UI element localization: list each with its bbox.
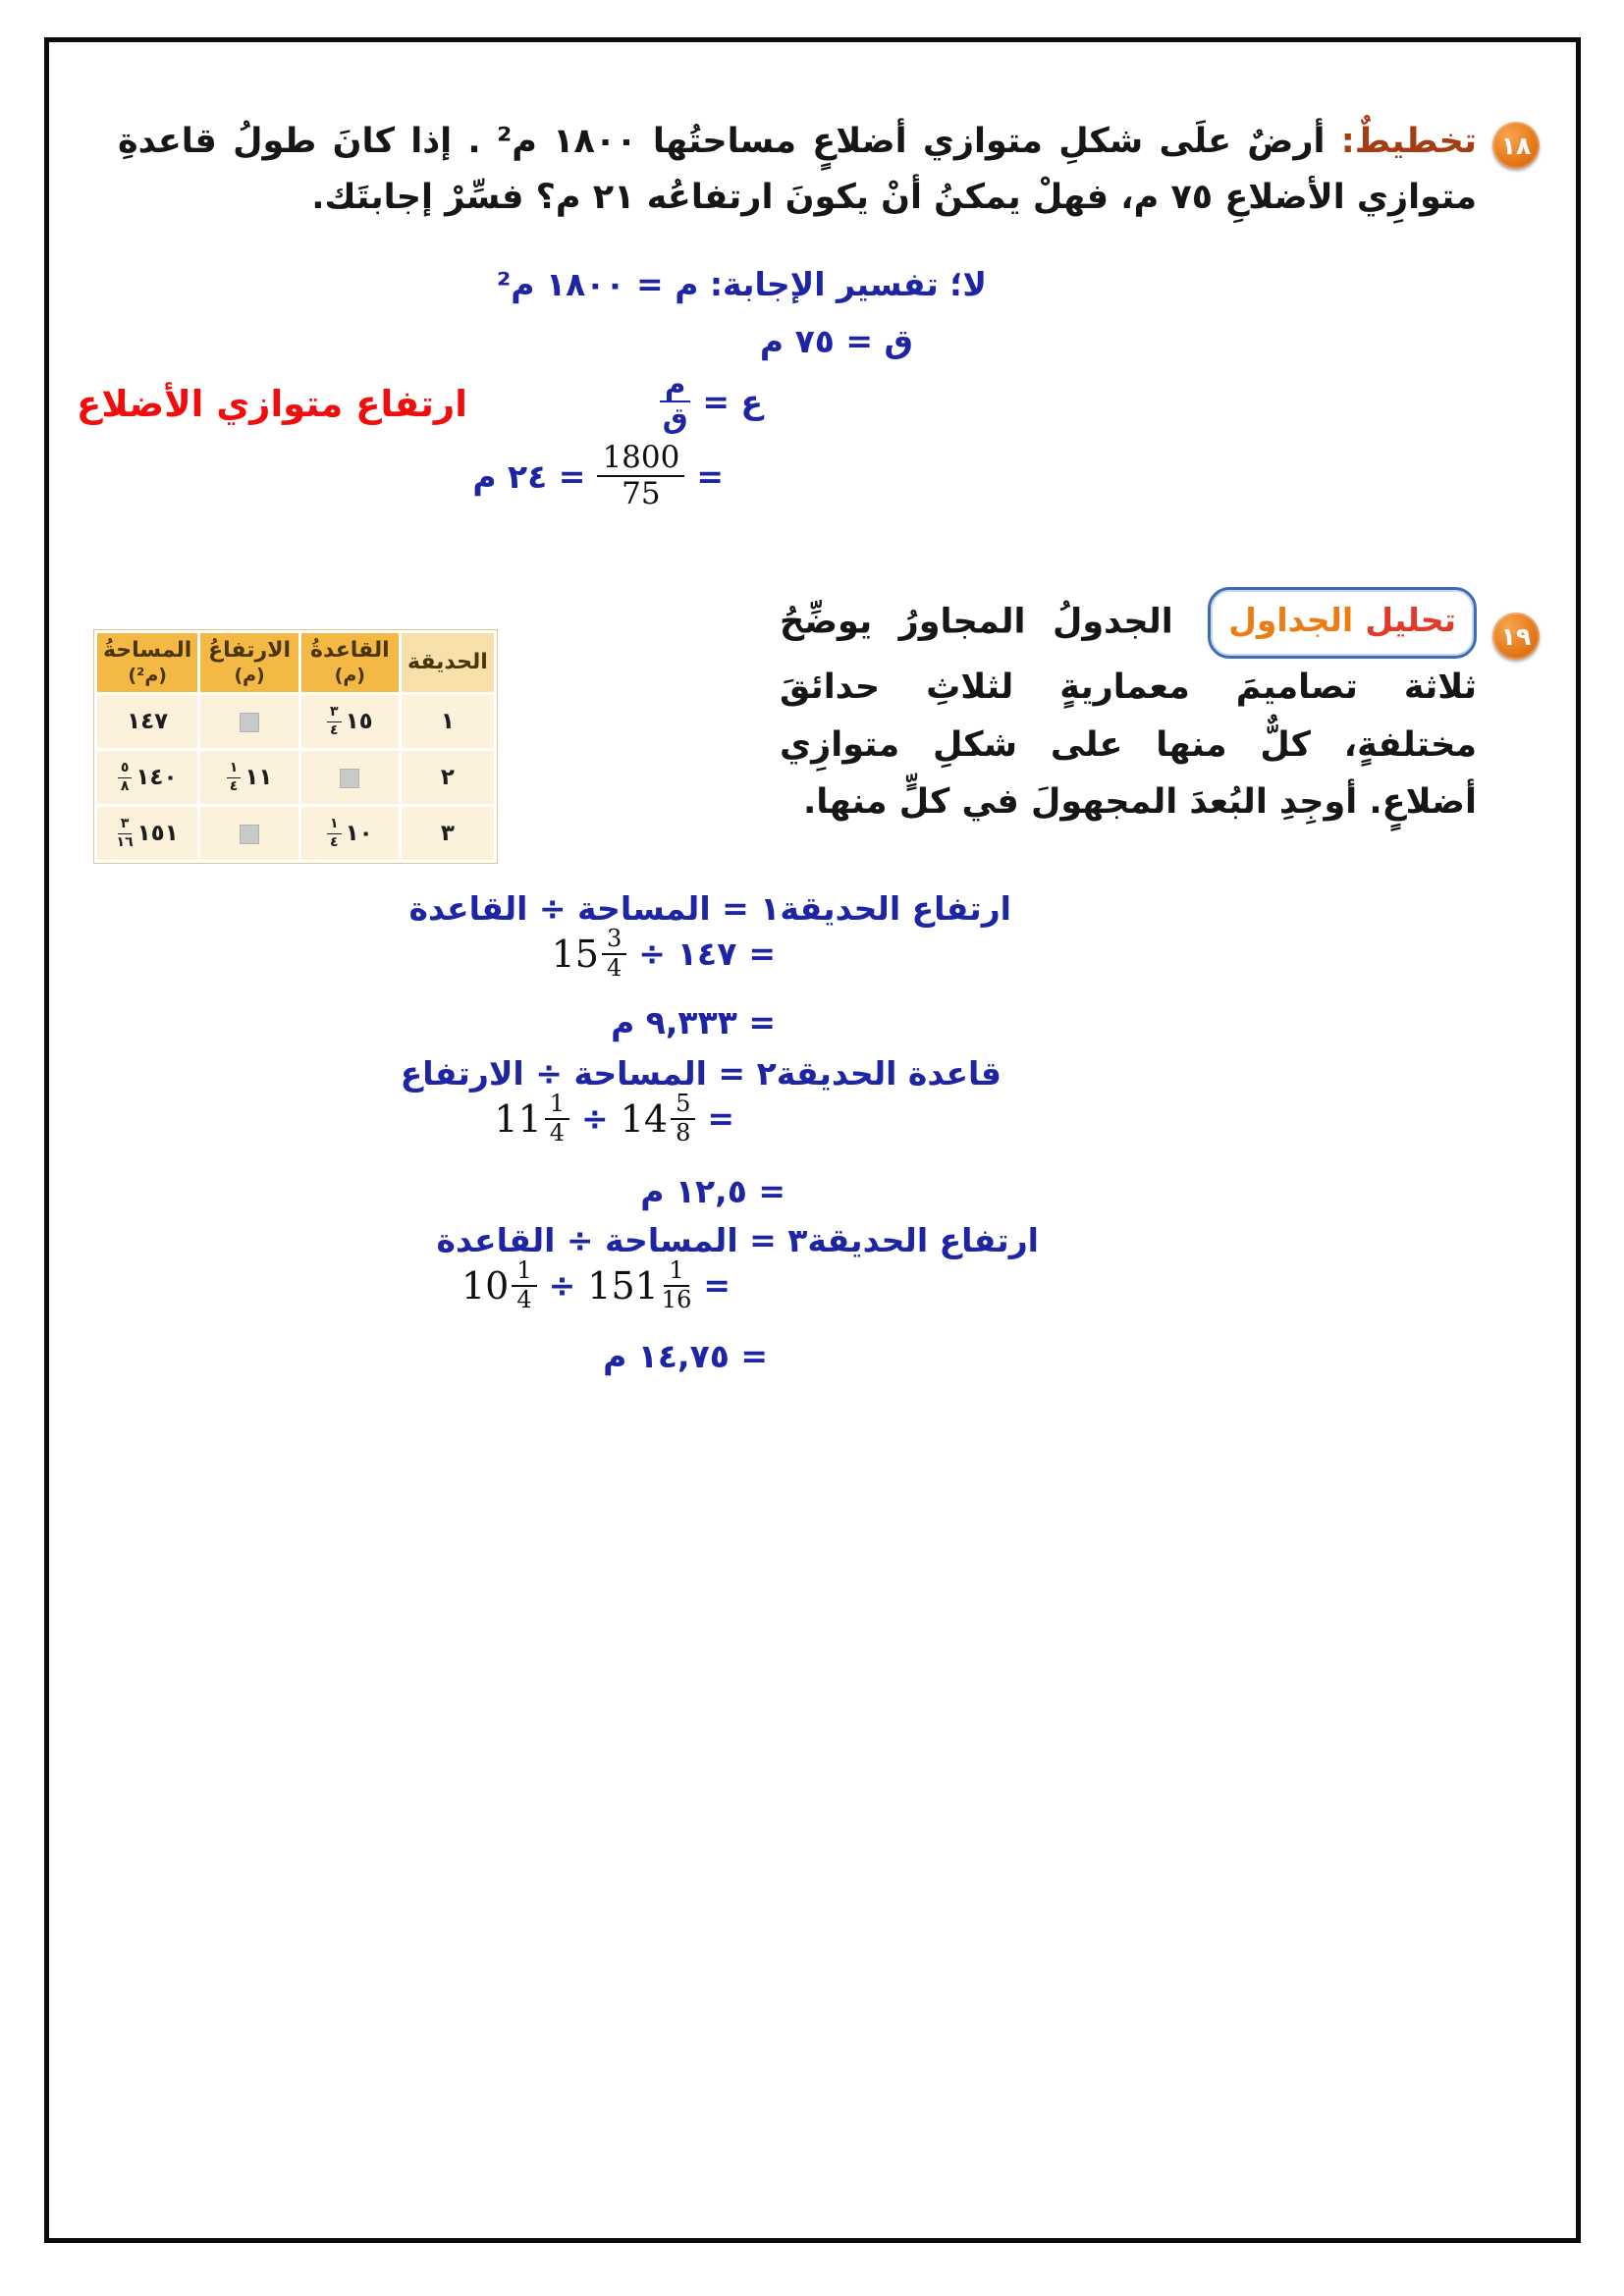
mixed-number xyxy=(118,761,178,793)
whole-number: ١٥١ xyxy=(136,821,179,846)
answer-18-calculation xyxy=(472,442,724,511)
answer-18-line-2: ق = ٧٥ م xyxy=(759,322,913,360)
operator: = xyxy=(707,1099,734,1139)
table-cell xyxy=(97,807,197,860)
answer-18-line-1: لا؛ تفسير الإجابة: م = ١٨٠٠ م² xyxy=(496,265,987,303)
problem-18 xyxy=(118,114,1540,225)
table-header-cell xyxy=(301,633,399,692)
whole-number: ١٥ xyxy=(345,709,373,734)
solution-3-label: ارتفاع الحديقة٣ = المساحة ÷ القاعدة xyxy=(436,1221,1039,1259)
mixed-number xyxy=(461,1258,537,1313)
table-row xyxy=(97,695,494,748)
equation-text: ع = xyxy=(702,382,763,421)
whole-number: ١٠ xyxy=(345,821,373,846)
unknown-value-box xyxy=(240,713,259,732)
solution-1-label: ارتفاع الحديقة١ = المساحة ÷ القاعدة xyxy=(408,889,1011,928)
whole-number: 11 xyxy=(494,1096,542,1141)
fraction: $\frac{٣}{١٦}$ xyxy=(116,816,134,850)
header-title: القاعدةُ xyxy=(310,638,390,664)
table-header-cell xyxy=(200,633,298,692)
table-cell xyxy=(301,695,399,748)
header-title: الحديقة xyxy=(406,649,488,674)
fraction: $\frac{1}{4}$ xyxy=(545,1092,569,1147)
solution-2-result: = ١٢,٥ م xyxy=(640,1172,785,1210)
table-cell: ١٤٧ xyxy=(97,695,197,748)
fraction: $\frac{1800}{75}$ xyxy=(597,442,684,511)
table-cell xyxy=(200,695,298,748)
table-header-cell xyxy=(402,633,494,692)
parallelogram-height-label: ارتفاع متوازي الأضلاع xyxy=(77,383,467,425)
operator: = xyxy=(748,934,776,974)
fraction: $\frac{٣}{٤}$ xyxy=(327,705,342,737)
solution-3-result: = ١٤,٧٥ م xyxy=(603,1337,768,1375)
fraction: $\frac{1}{4}$ xyxy=(512,1258,536,1313)
whole-number: 15 xyxy=(551,932,599,976)
operator: = xyxy=(696,456,724,496)
mixed-number xyxy=(327,817,373,849)
fraction: $\frac{٥}{٨}$ xyxy=(118,761,133,793)
fraction: $\frac{١}{٤}$ xyxy=(327,817,342,849)
header-title: المساحةُ xyxy=(102,638,192,664)
mixed-number xyxy=(587,1258,691,1313)
header-unit: (م) xyxy=(234,664,265,686)
table-cell: ١ xyxy=(402,695,494,748)
header-unit: (م) xyxy=(334,664,365,686)
table-cell xyxy=(97,751,197,804)
table-cell: ٢ xyxy=(402,751,494,804)
table-header-row xyxy=(97,633,494,692)
problem-18-text xyxy=(118,114,1477,225)
solution-3-equation xyxy=(461,1258,731,1313)
problem-19-number-badge: ١٩ xyxy=(1492,613,1540,660)
unknown-value-box xyxy=(340,769,359,788)
problem-18-number-badge: ١٨ xyxy=(1492,122,1540,169)
fraction: $\frac{5}{8}$ xyxy=(671,1092,695,1147)
solution-1-equation xyxy=(552,927,776,982)
fraction: $\frac{3}{4}$ xyxy=(602,927,626,982)
mixed-number xyxy=(552,927,627,982)
mixed-number xyxy=(494,1092,569,1147)
whole-number: 151 xyxy=(587,1263,659,1308)
solution-2-equation xyxy=(494,1092,734,1147)
problem-18-keyword: تخطيطٌ: xyxy=(1340,122,1477,161)
table-row xyxy=(97,807,494,860)
problem-19 xyxy=(780,587,1540,831)
mixed-number xyxy=(227,761,273,793)
table-cell xyxy=(301,807,399,860)
whole-number: 10 xyxy=(460,1263,510,1308)
mixed-number xyxy=(117,817,179,849)
table-cell xyxy=(301,751,399,804)
mixed-number xyxy=(327,705,373,737)
gardens-table xyxy=(94,630,497,863)
analyze-tables-callout xyxy=(1208,587,1477,659)
whole-number: 14 xyxy=(620,1096,669,1141)
arabic-number: ١٤٧ xyxy=(677,934,737,974)
table-cell xyxy=(200,807,298,860)
unknown-value-box xyxy=(240,825,259,844)
problem-18-body: أرضٌ علَى شكلِ متوازي أضلاعٍ مساحتُها ١٨٠٠ م² . إذا كانَ طولُ قاعدةِ متوازِي الأضلاعِ ٧٥ م، فهلْ يمكنُ أنْ يكونَ ارتفاعُه ٢١ م؟ فسِّرْ إجابتَك. xyxy=(118,122,1477,217)
answer-18-height-formula xyxy=(660,369,763,435)
solution-1-result: = ٩,٣٣٣ م xyxy=(611,1003,776,1041)
table-row xyxy=(97,751,494,804)
fraction: $\frac{١}{٤}$ xyxy=(227,761,242,793)
mixed-number xyxy=(621,1092,696,1147)
equation-text: = ٢٤ م xyxy=(472,456,586,496)
whole-number: ١١ xyxy=(244,765,273,790)
problem-19-body: الجدولُ المجاورُ يوضِّحُ ثلاثة تصاميمَ معماريةٍ لثلاثِ حدائقَ مختلفةٍ، كلٌّ منها على شكلِ متوازِي أضلاعٍ. أوجِدِ البُعدَ المجهولَ في كلٍّ منها. xyxy=(780,602,1477,823)
solution-2-label: قاعدة الحديقة٢ = المساحة ÷ الارتفاع xyxy=(400,1054,1001,1093)
fraction: $\frac{1}{16}$ xyxy=(661,1256,692,1313)
problem-19-text xyxy=(780,587,1477,831)
operator: = xyxy=(703,1266,731,1306)
table-cell: ٣ xyxy=(402,807,494,860)
header-unit: (م²) xyxy=(128,664,167,686)
table-cell xyxy=(200,751,298,804)
callout-word-analyze: تحليل xyxy=(1365,601,1456,639)
fraction: $\frac{\text{م}}{\text{ق}}$ xyxy=(660,369,690,435)
operator: ÷ xyxy=(581,1099,609,1139)
callout-word-tables: الجداول xyxy=(1228,601,1354,639)
operator: ÷ xyxy=(548,1266,576,1306)
table-header-cell xyxy=(97,633,197,692)
page-border xyxy=(44,37,1581,2243)
header-title: الارتفاعُ xyxy=(208,638,292,664)
operator: ÷ xyxy=(638,934,666,974)
whole-number: ١٤٠ xyxy=(135,765,178,790)
